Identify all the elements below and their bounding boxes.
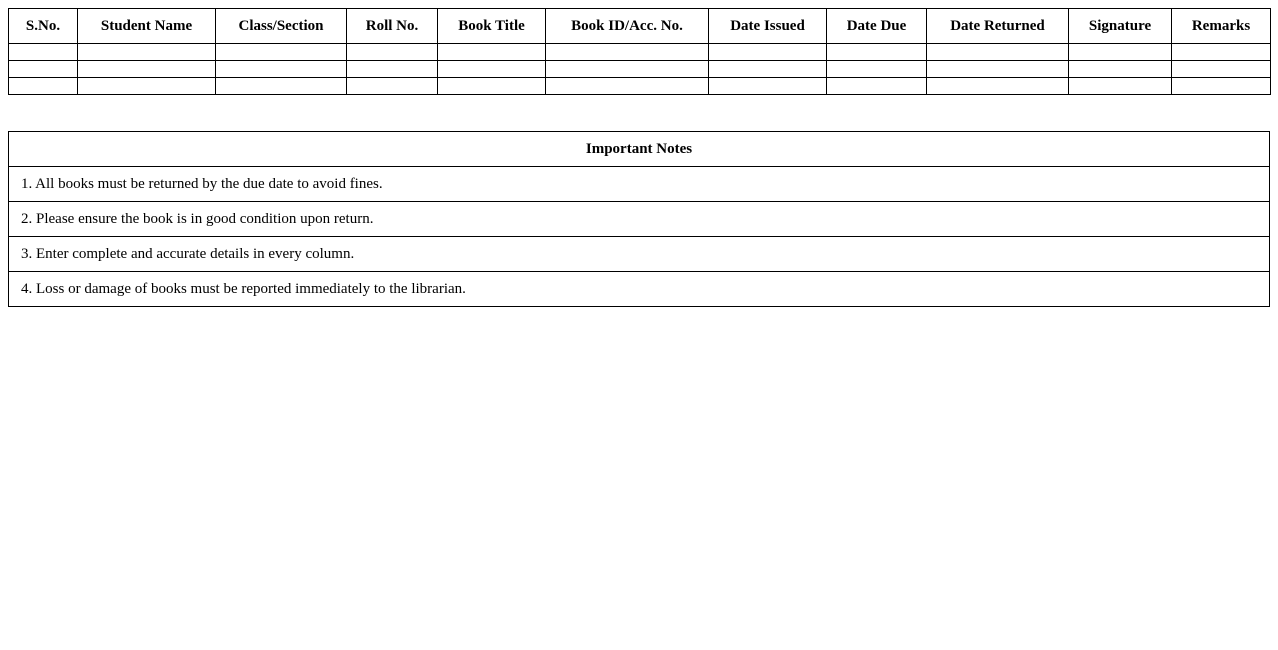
table-cell[interactable] — [78, 44, 216, 61]
table-cell[interactable] — [709, 78, 827, 95]
table-cell[interactable] — [1069, 44, 1172, 61]
table-cell[interactable] — [1172, 78, 1271, 95]
column-header-date-returned: Date Returned — [927, 9, 1069, 44]
table-row — [9, 78, 1271, 95]
table-cell[interactable] — [827, 78, 927, 95]
note-item: 3. Enter complete and accurate details in every column. — [9, 237, 1270, 272]
table-cell[interactable] — [9, 44, 78, 61]
table-cell[interactable] — [709, 44, 827, 61]
table-cell[interactable] — [927, 78, 1069, 95]
table-header-row — [9, 9, 1271, 44]
table-cell[interactable] — [1069, 78, 1172, 95]
table-row — [9, 44, 1271, 61]
column-header-book-id: Book ID/Acc. No. — [546, 9, 709, 44]
table-cell[interactable] — [9, 78, 78, 95]
table-cell[interactable] — [1172, 44, 1271, 61]
table-cell[interactable] — [216, 78, 347, 95]
important-notes-table — [8, 131, 1270, 307]
table-cell[interactable] — [927, 44, 1069, 61]
table-cell[interactable] — [347, 44, 438, 61]
note-item: 1. All books must be returned by the due date to avoid fines. — [9, 167, 1270, 202]
column-header-date-issued: Date Issued — [709, 9, 827, 44]
table-cell[interactable] — [546, 78, 709, 95]
table-cell[interactable] — [216, 61, 347, 78]
column-header-roll-no: Roll No. — [347, 9, 438, 44]
table-cell[interactable] — [347, 78, 438, 95]
column-header-remarks: Remarks — [1172, 9, 1271, 44]
table-cell[interactable] — [78, 61, 216, 78]
table-cell[interactable] — [709, 61, 827, 78]
table-cell[interactable] — [438, 78, 546, 95]
column-header-date-due: Date Due — [827, 9, 927, 44]
column-header-class-section: Class/Section — [216, 9, 347, 44]
notes-title: Important Notes — [9, 132, 1270, 167]
notes-header-row — [9, 132, 1270, 167]
column-header-signature: Signature — [1069, 9, 1172, 44]
column-header-student-name: Student Name — [78, 9, 216, 44]
table-cell[interactable] — [1172, 61, 1271, 78]
table-cell[interactable] — [1069, 61, 1172, 78]
table-cell[interactable] — [78, 78, 216, 95]
note-item: 2. Please ensure the book is in good condition upon return. — [9, 202, 1270, 237]
table-cell[interactable] — [438, 44, 546, 61]
column-header-book-title: Book Title — [438, 9, 546, 44]
table-cell[interactable] — [438, 61, 546, 78]
table-cell[interactable] — [546, 61, 709, 78]
note-row — [9, 272, 1270, 307]
table-cell[interactable] — [347, 61, 438, 78]
note-item: 4. Loss or damage of books must be reported immediately to the librarian. — [9, 272, 1270, 307]
note-row — [9, 237, 1270, 272]
table-cell[interactable] — [216, 44, 347, 61]
book-issue-register-table — [8, 8, 1271, 95]
table-row — [9, 61, 1271, 78]
note-row — [9, 167, 1270, 202]
table-cell[interactable] — [827, 61, 927, 78]
table-cell[interactable] — [827, 44, 927, 61]
table-cell[interactable] — [546, 44, 709, 61]
table-cell[interactable] — [9, 61, 78, 78]
note-row — [9, 202, 1270, 237]
table-cell[interactable] — [927, 61, 1069, 78]
column-header-sno: S.No. — [9, 9, 78, 44]
